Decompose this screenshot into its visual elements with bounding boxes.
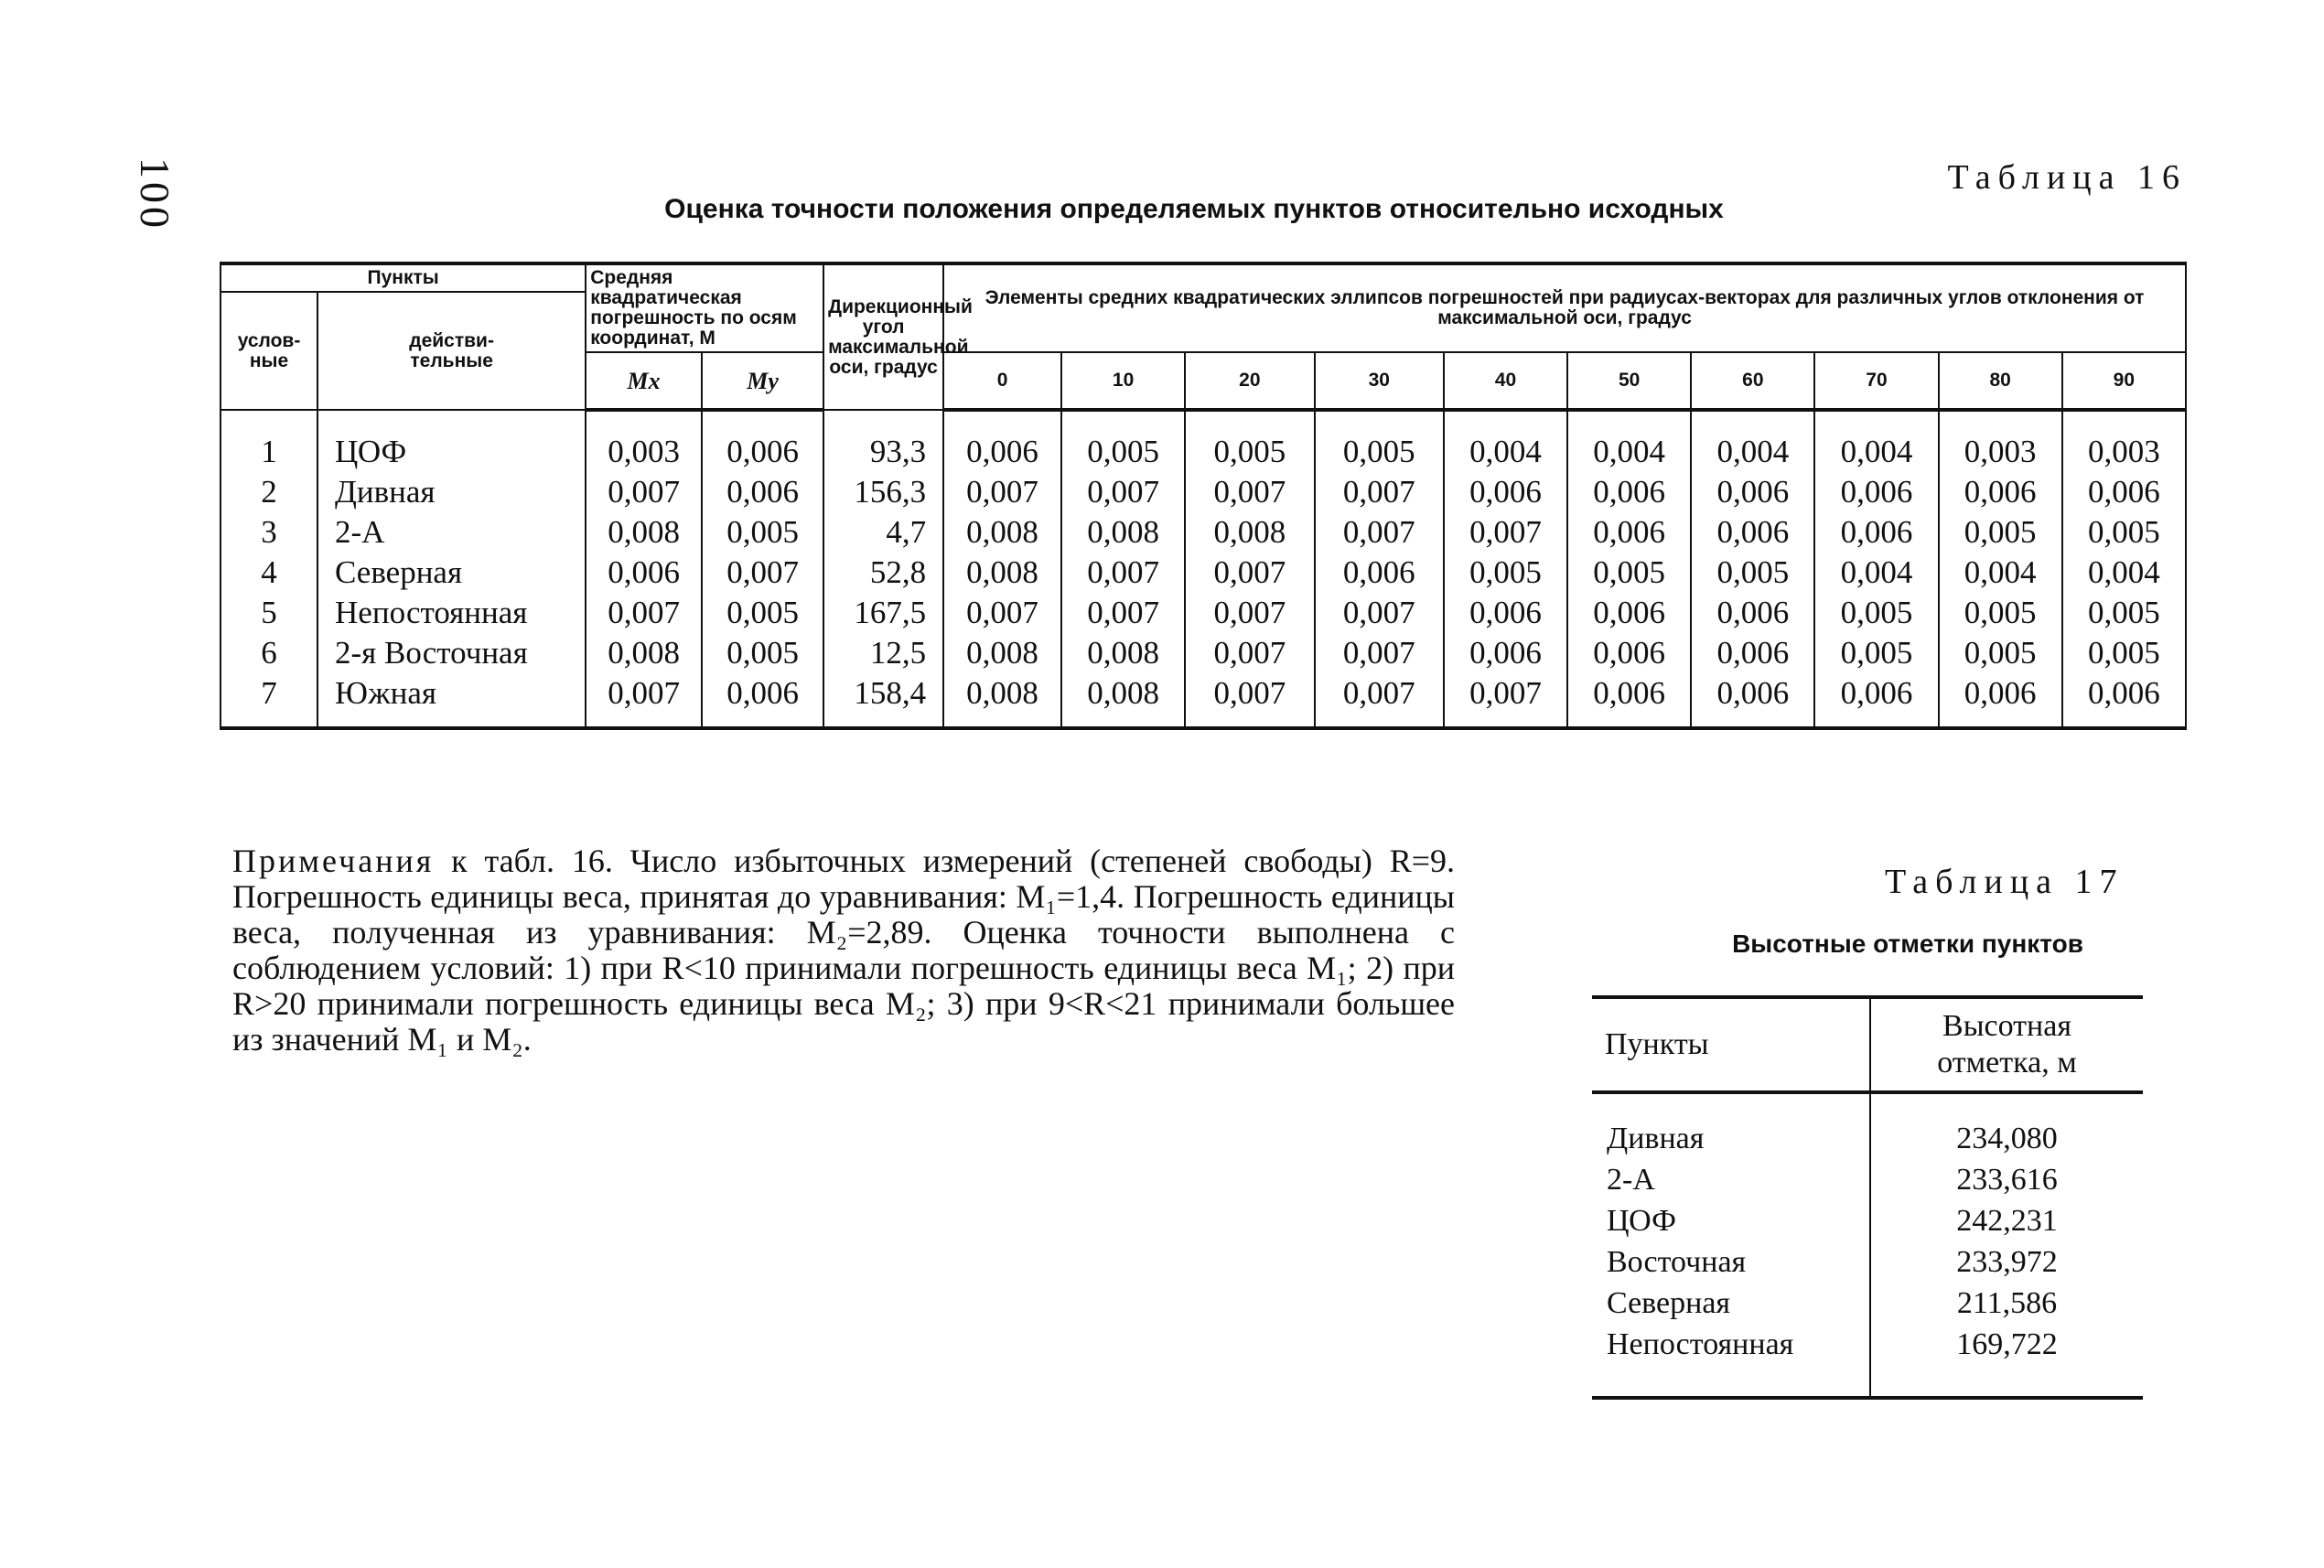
direction-value: 158,4 [823, 673, 943, 728]
ellipse-value: 0,006 [1315, 553, 1444, 593]
ellipse-value: 0,006 [1444, 593, 1567, 633]
table-row [221, 673, 2186, 728]
header-actual: действи- тельные [317, 292, 586, 410]
ellipse-value: 0,003 [1939, 410, 2062, 472]
ellipse-value: 0,008 [1061, 673, 1185, 728]
table-17-label: Таблица 17 [1885, 863, 2125, 901]
table-row [221, 410, 2186, 472]
ellipse-value: 0,006 [1939, 472, 2062, 512]
header-points-17: Пункты [1592, 997, 1870, 1092]
header-mx: Mx [586, 352, 702, 410]
row-index: 7 [221, 673, 317, 728]
point-name: ЦОФ [1592, 1200, 1870, 1241]
table-row [1592, 1092, 2143, 1159]
ellipse-value: 0,006 [1567, 673, 1691, 728]
direction-value: 93,3 [823, 410, 943, 472]
header-points: Пункты [221, 263, 586, 292]
row-index: 4 [221, 553, 317, 593]
table-17 [1592, 995, 2143, 1400]
ellipse-value: 0,007 [1444, 673, 1567, 728]
ellipse-value: 0,006 [943, 410, 1061, 472]
ellipse-value: 0,006 [1567, 633, 1691, 673]
my-value: 0,007 [702, 553, 823, 593]
height-value: 234,080 [1956, 1122, 2058, 1155]
header-angle-50: 50 [1567, 352, 1691, 410]
mx-value: 0,006 [586, 553, 702, 593]
ellipse-value: 0,005 [1814, 633, 1938, 673]
ellipse-value: 0,007 [1185, 633, 1314, 673]
ellipse-value: 0,006 [1691, 593, 1814, 633]
ellipse-value: 0,007 [1185, 472, 1314, 512]
ellipse-value: 0,007 [1061, 553, 1185, 593]
height-value: 211,586 [1956, 1286, 2058, 1320]
point-name: Дивная [1592, 1092, 1870, 1159]
point-name: Южная [317, 673, 586, 728]
ellipse-value: 0,007 [1444, 512, 1567, 553]
ellipse-value: 0,006 [1814, 673, 1938, 728]
header-angle-10: 10 [1061, 352, 1185, 410]
row-index: 2 [221, 472, 317, 512]
ellipse-value: 0,005 [1939, 512, 2062, 553]
table-row [1592, 1324, 2143, 1398]
header-angle-0: 0 [943, 352, 1061, 410]
notes-text: к табл. 16. Число избыточных измерений (степеней свободы) R=9. Погрешность единицы веса, принятая до уравнивания: M₁=1,4. Погрешность единицы веса, полученная из уравнивания: M₂=2,89. Оценка точности выполнена с соблюдением условий: 1) при R<10 принимали погрешность единицы веса M₁; 2) при R>20 принимали погрешность единицы веса M₂; 3) при 9<R<21 принимали большее из значений M₁ и M₂. [232, 843, 1456, 1058]
table-16-notes [232, 843, 1455, 1058]
direction-value: 52,8 [823, 553, 943, 593]
my-value: 0,006 [702, 472, 823, 512]
ellipse-value: 0,007 [1061, 472, 1185, 512]
header-angle-30: 30 [1315, 352, 1444, 410]
header-angle-90: 90 [2062, 352, 2186, 410]
ellipse-value: 0,004 [1939, 553, 2062, 593]
mx-value: 0,003 [586, 410, 702, 472]
height-value: 233,616 [1956, 1163, 2058, 1197]
direction-value: 156,3 [823, 472, 943, 512]
notes-lead: Примечания [232, 843, 435, 879]
ellipse-value: 0,006 [2062, 673, 2186, 728]
mx-value: 0,007 [586, 673, 702, 728]
ellipse-value: 0,005 [1939, 633, 2062, 673]
ellipse-value: 0,005 [1567, 553, 1691, 593]
page-number: 100 [132, 157, 178, 231]
ellipse-value: 0,008 [943, 633, 1061, 673]
ellipse-value: 0,007 [1315, 633, 1444, 673]
ellipse-value: 0,006 [1814, 512, 1938, 553]
mx-value: 0,007 [586, 472, 702, 512]
ellipse-value: 0,008 [1185, 512, 1314, 553]
ellipse-value: 0,006 [2062, 472, 2186, 512]
ellipse-value: 0,008 [943, 512, 1061, 553]
ellipse-value: 0,005 [1315, 410, 1444, 472]
height-value: 233,972 [1956, 1245, 2058, 1279]
point-name: Непостоянная [1592, 1324, 1870, 1398]
header-my: My [702, 352, 823, 410]
table-16-title: Оценка точности положения определяемых пунктов относительно исходных [664, 194, 1724, 224]
point-name: Северная [317, 553, 586, 593]
ellipse-value: 0,004 [1444, 410, 1567, 472]
header-angle-40: 40 [1444, 352, 1567, 410]
point-name: ЦОФ [317, 410, 586, 472]
table-row [221, 512, 2186, 553]
point-name: Дивная [317, 472, 586, 512]
ellipse-value: 0,005 [1061, 410, 1185, 472]
ellipse-value: 0,005 [1814, 593, 1938, 633]
header-direction: Дирекционный угол максимальной оси, градус [823, 263, 943, 410]
ellipse-value: 0,005 [1939, 593, 2062, 633]
header-angle-70: 70 [1814, 352, 1938, 410]
row-index: 6 [221, 633, 317, 673]
ellipse-value: 0,005 [2062, 633, 2186, 673]
ellipse-value: 0,006 [1567, 472, 1691, 512]
header-msq-error: Средняя квадратическая погрешность по осям координат, М [586, 263, 823, 352]
ellipse-value: 0,007 [1061, 593, 1185, 633]
table-row [221, 472, 2186, 512]
ellipse-value: 0,004 [1814, 410, 1938, 472]
ellipse-value: 0,006 [1444, 472, 1567, 512]
ellipse-value: 0,004 [1691, 410, 1814, 472]
table-row [1592, 1159, 2143, 1200]
row-index: 1 [221, 410, 317, 472]
ellipse-value: 0,007 [943, 593, 1061, 633]
ellipse-value: 0,005 [2062, 593, 2186, 633]
ellipse-value: 0,004 [2062, 553, 2186, 593]
ellipse-value: 0,006 [1691, 512, 1814, 553]
row-index: 5 [221, 593, 317, 633]
ellipse-value: 0,005 [1691, 553, 1814, 593]
table-16 [220, 262, 2187, 730]
header-angle-20: 20 [1185, 352, 1314, 410]
my-value: 0,006 [702, 410, 823, 472]
ellipse-value: 0,007 [1315, 593, 1444, 633]
ellipse-value: 0,006 [1691, 472, 1814, 512]
point-name: 2-А [1592, 1159, 1870, 1200]
ellipse-value: 0,006 [1939, 673, 2062, 728]
point-name: 2-я Восточная [317, 633, 586, 673]
ellipse-value: 0,008 [1061, 512, 1185, 553]
table-row [221, 553, 2186, 593]
ellipse-value: 0,006 [1691, 633, 1814, 673]
table-16-label: Таблица 16 [1947, 158, 2187, 197]
my-value: 0,005 [702, 633, 823, 673]
ellipse-value: 0,004 [1567, 410, 1691, 472]
table-17-title: Высотные отметки пунктов [1732, 929, 2083, 958]
mx-value: 0,008 [586, 512, 702, 553]
ellipse-value: 0,007 [1185, 593, 1314, 633]
table-row [1592, 1283, 2143, 1324]
my-value: 0,005 [702, 593, 823, 633]
ellipse-value: 0,007 [1315, 472, 1444, 512]
header-ellipse: Элементы средних квадратических эллипсов погрешностей при радиусах-векторах для различных углов отклонения от максимальной оси, градус [943, 263, 2186, 352]
point-name: Северная [1592, 1283, 1870, 1324]
ellipse-value: 0,004 [1814, 553, 1938, 593]
ellipse-value: 0,005 [2062, 512, 2186, 553]
header-height: Высотная отметка, м [1870, 997, 2143, 1092]
ellipse-value: 0,007 [1315, 673, 1444, 728]
ellipse-value: 0,006 [1691, 673, 1814, 728]
height-value: 242,231 [1956, 1204, 2058, 1238]
point-name: Восточная [1592, 1241, 1870, 1283]
table-row [1592, 1241, 2143, 1283]
point-name: 2-А [317, 512, 586, 553]
table-row [1592, 1200, 2143, 1241]
direction-value: 167,5 [823, 593, 943, 633]
ellipse-value: 0,007 [1315, 512, 1444, 553]
ellipse-value: 0,007 [943, 472, 1061, 512]
header-angle-60: 60 [1691, 352, 1814, 410]
header-conditional: услов- ные [221, 292, 317, 410]
ellipse-value: 0,005 [1185, 410, 1314, 472]
ellipse-value: 0,008 [1061, 633, 1185, 673]
table-row [221, 633, 2186, 673]
ellipse-value: 0,007 [1185, 553, 1314, 593]
my-value: 0,006 [702, 673, 823, 728]
point-name: Непостоянная [317, 593, 586, 633]
mx-value: 0,007 [586, 593, 702, 633]
ellipse-value: 0,007 [1185, 673, 1314, 728]
direction-value: 12,5 [823, 633, 943, 673]
header-angle-80: 80 [1939, 352, 2062, 410]
ellipse-value: 0,005 [1444, 553, 1567, 593]
my-value: 0,005 [702, 512, 823, 553]
mx-value: 0,008 [586, 633, 702, 673]
row-index: 3 [221, 512, 317, 553]
ellipse-value: 0,003 [2062, 410, 2186, 472]
ellipse-value: 0,006 [1567, 593, 1691, 633]
ellipse-value: 0,006 [1567, 512, 1691, 553]
height-value: 169,722 [1870, 1324, 2143, 1398]
ellipse-value: 0,006 [1444, 633, 1567, 673]
table-row [221, 593, 2186, 633]
direction-value: 4,7 [823, 512, 943, 553]
ellipse-value: 0,008 [943, 673, 1061, 728]
ellipse-value: 0,008 [943, 553, 1061, 593]
ellipse-value: 0,006 [1814, 472, 1938, 512]
